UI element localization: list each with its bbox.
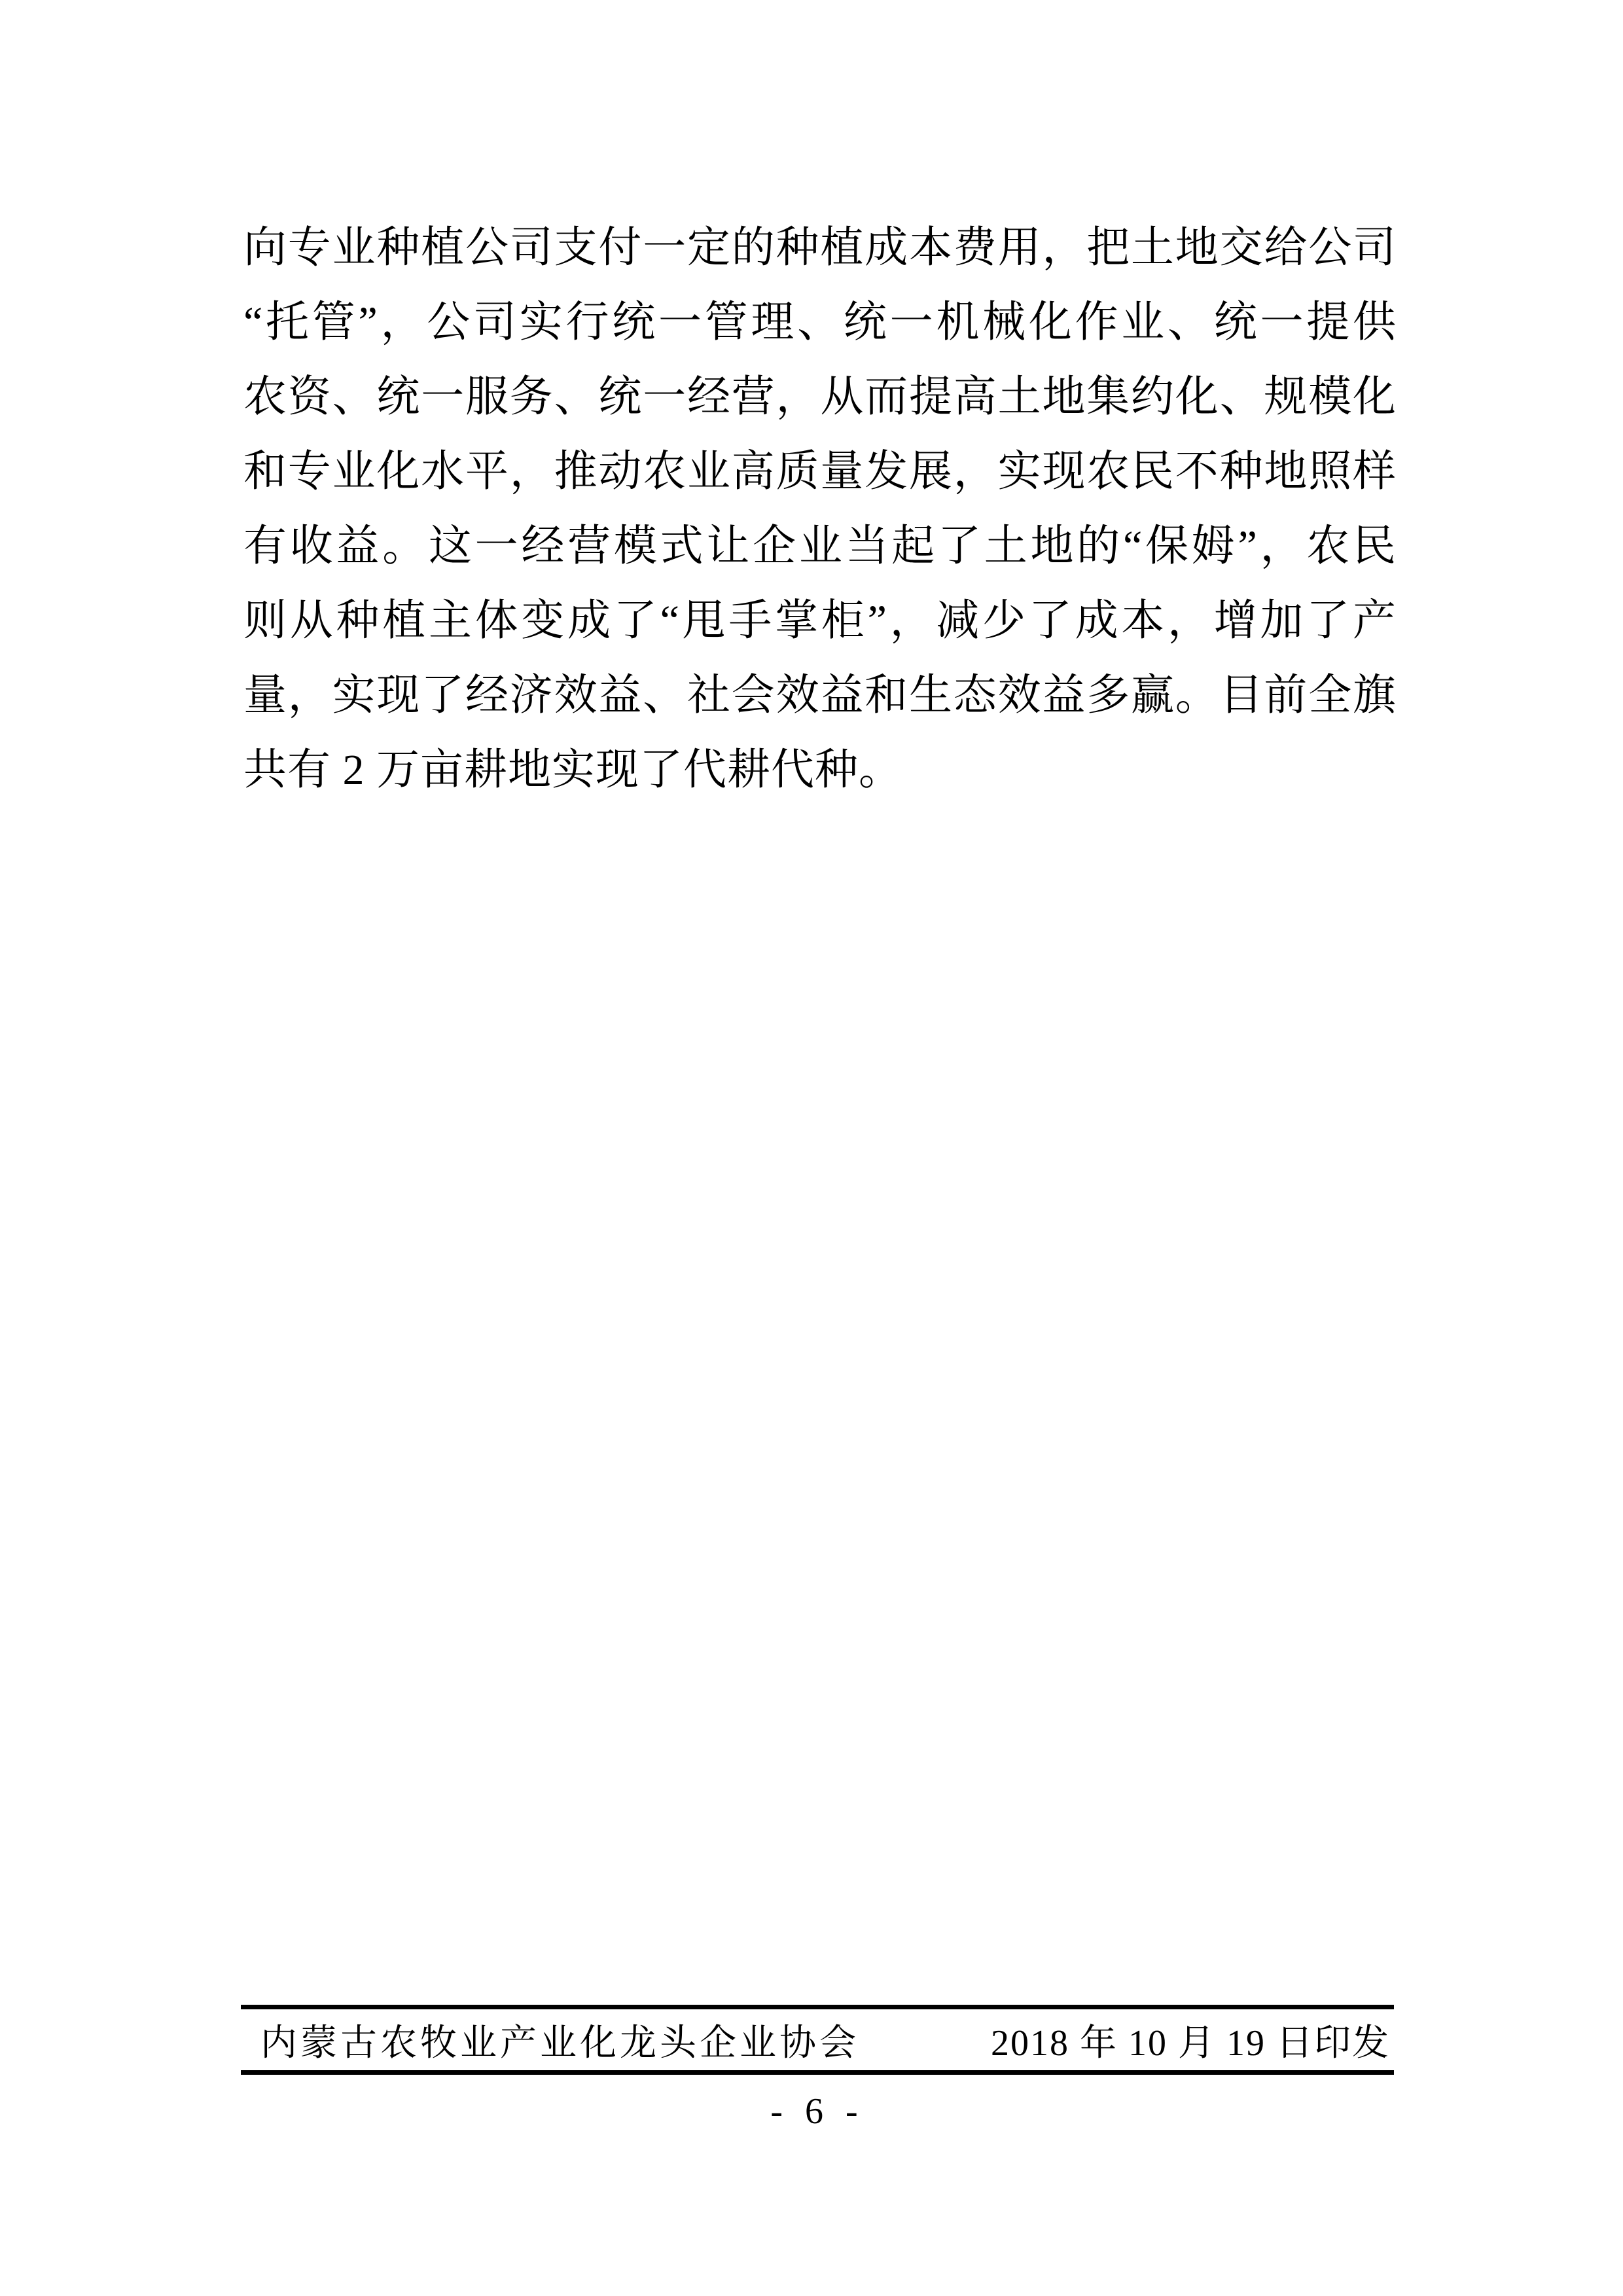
footer-print-date: 2018 年 10 月 19 日印发 (991, 2022, 1390, 2064)
text-line: 有收益。这一经营模式让企业当起了土地的“保姆”，农民 (243, 522, 1397, 570)
text-line: 向专业种植公司支付一定的种植成本费用，把土地交给公司 (243, 224, 1397, 272)
text-line: 农资、统一服务、统一经营，从而提高土地集约化、规模化 (243, 373, 1397, 421)
page-number: - 6 - (770, 2091, 865, 2132)
text-line: 则从种植主体变成了“甩手掌柜”，减少了成本，增加了产 (243, 597, 1397, 645)
text-line: 共有 2 万亩耕地实现了代耕代种。 (243, 746, 902, 794)
text-line: 量，实现了经济效益、社会效益和生态效益多赢。目前全旗 (243, 672, 1397, 719)
text-line: 和专业化水平，推动农业高质量发展，实现农民不种地照样 (243, 448, 1397, 495)
text-line: “托管”，公司实行统一管理、统一机械化作业、统一提供 (243, 298, 1397, 346)
body-paragraph (243, 211, 1397, 808)
footer-issuer-name: 内蒙古农牧业产业化龙头企业协会 (260, 2022, 859, 2064)
footer-colophon-bar (241, 2005, 1394, 2075)
